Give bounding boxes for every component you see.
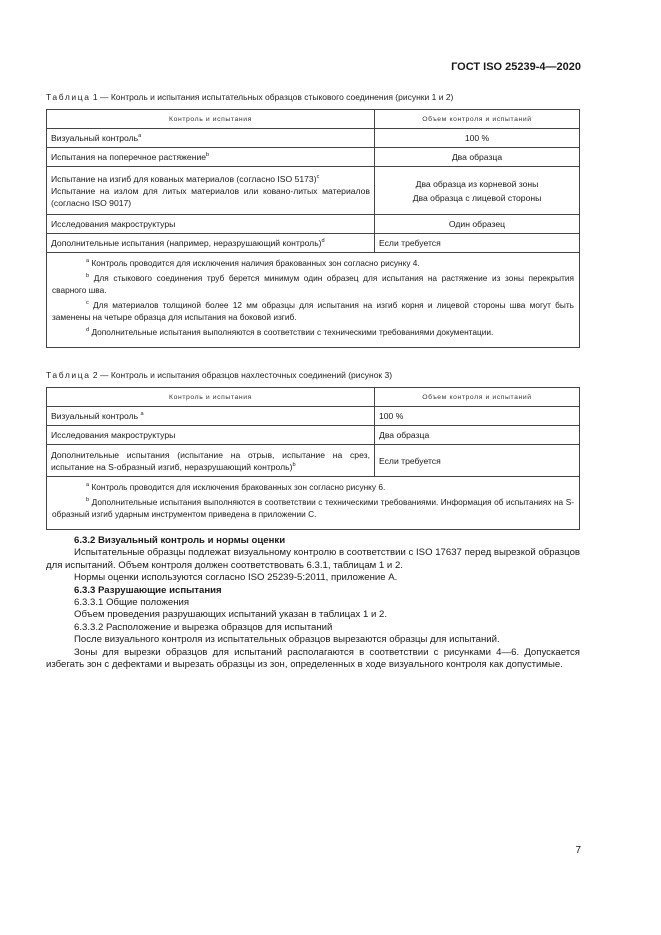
footnotes-row (47, 253, 580, 348)
paragraph: Объем проведения разрушающих испытаний указан в таблицах 1 и 2. (74, 609, 387, 621)
scope-cell: 100 % (375, 129, 580, 148)
footnotes (47, 253, 580, 348)
col-header-tests: Контроль и испытания (47, 388, 375, 407)
table-header-row (47, 110, 580, 129)
scope-cell: Два образца (375, 148, 580, 167)
footnote: $^b$ Дополнительные испытания выполняются в соответствии с техническими требованиями. Информация об испытаниях на S-образный изгиб ударным инструментом приведена в приложении С. (52, 497, 574, 519)
table2-title: 2 — Контроль и испытания образцов нахлесточных соединений (рисунок 3) (92, 370, 393, 380)
scope-cell: 100 % (375, 407, 580, 426)
footnote: $^d$ Дополнительные испытания выполняются в соответствии с техническими требованиями документации. (86, 327, 494, 337)
test-cell: Визуальный контроль$^a$ (47, 129, 375, 148)
table1-caption (46, 92, 453, 102)
scope-cell: Два образца (375, 426, 580, 445)
table1 (46, 109, 580, 348)
subsection-heading: 6.3.3.1 Общие положения (74, 597, 190, 609)
table-row (47, 167, 580, 215)
section-heading: 6.3.2 Визуальный контроль и нормы оценки (74, 535, 286, 546)
table-row (47, 148, 580, 167)
table-row (47, 407, 580, 426)
test-cell: Дополнительные испытания (например, неразрушающий контроль)$^d$ (47, 234, 375, 253)
table-row (47, 234, 580, 253)
test-cell: Испытание на изгиб для кованых материалов (согласно ISO 5173)$^c$ Испытание на излом для литых материалов или ковано-литых материалов (согласно ISO 9017) (47, 167, 375, 215)
scope-cell: Один образец (375, 215, 580, 234)
scope-cell: Если требуется (375, 445, 580, 477)
paragraph: Испытательные образцы подлежат визуальному контролю в соответствии с ISO 17637 перед вырезкой образцов для испытаний. Объем контроля должен соответствовать 6.3.1, таблицам 1 и 2. (46, 547, 580, 571)
footnotes (47, 477, 580, 530)
col-header-scope: Объем контроля и испытаний (375, 388, 580, 407)
footnote: $^c$ Для материалов толщиной более 12 мм образцы для испытания на изгиб корня и лицевой стороны шва могут быть заменены на четыре образца для испытания на боковой изгиб. (52, 300, 574, 322)
footnotes-row (47, 477, 580, 530)
subsection-heading: 6.3.3.2 Расположение и вырезка образцов для испытаний (74, 621, 333, 633)
table-row (47, 426, 580, 445)
table-row (47, 445, 580, 477)
standard-number: ГОСТ ISO 25239-4—2020 (451, 61, 581, 73)
scope-cell: Если требуется (375, 234, 580, 253)
col-header-scope: Объем контроля и испытаний (375, 110, 580, 129)
section-heading: 6.3.3 Разрушающие испытания (74, 584, 222, 596)
table-row (47, 129, 580, 148)
test-cell: Исследования макроструктуры (47, 426, 375, 445)
col-header-tests: Контроль и испытания (47, 110, 375, 129)
table2-label: Таблица (46, 370, 91, 380)
table1-label: Таблица (46, 92, 91, 102)
section-text (46, 535, 580, 671)
table1-title: 1 — Контроль и испытания испытательных образцов стыкового соединения (рисунки 1 и 2) (92, 92, 454, 102)
page-number: 7 (575, 845, 581, 856)
footnote: $^a$ Контроль проводится для исключения бракованных зон согласно рисунку 6. (86, 482, 386, 492)
test-cell: Исследования макроструктуры (47, 215, 375, 234)
footnote: $^a$ Контроль проводится для исключения наличия бракованных зон согласно рисунку 4. (86, 258, 420, 268)
footnote: $^b$ Для стыкового соединения труб берется минимум один образец для испытания на растяжение из зоны перекрытия сварного шва. (52, 273, 575, 295)
scope-cell: Два образца из корневой зоны Два образца с лицевой стороны (375, 167, 580, 215)
paragraph: После визуального контроля из испытательных образцов вырезаются образцы для испытаний. (74, 634, 500, 646)
test-cell: Испытания на поперечное растяжение$^b$ (47, 148, 375, 167)
table2-caption (46, 370, 392, 380)
test-cell: Дополнительные испытания (испытание на отрыв, испытание на срез, испытание на S-образный изгиб, неразрушающий контроль)$^b$ (47, 445, 375, 477)
paragraph: Зоны для вырезки образцов для испытаний располагаются в соответствии с рисунками 4—6. Допускается избегать зон с дефектами и вырезать образцы из зон, определенных в ходе визуального контроля как допустимые. (46, 646, 580, 671)
test-cell: Визуальный контроль $^a$ (47, 407, 375, 426)
table-row (47, 215, 580, 234)
table-header-row (47, 388, 580, 407)
paragraph: Нормы оценки используются согласно ISO 25239-5:2011, приложение А. (74, 572, 398, 584)
table2 (46, 387, 580, 530)
